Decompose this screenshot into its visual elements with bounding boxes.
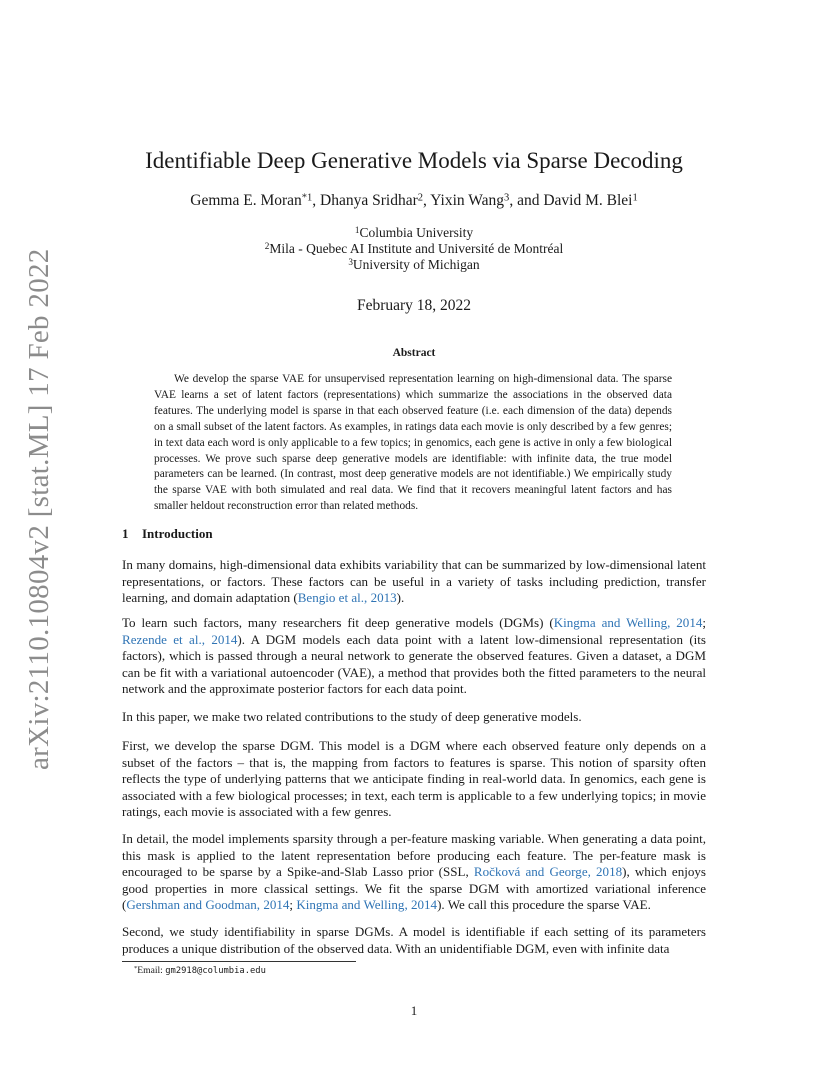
citation-link[interactable]: Kingma and Welling, 2014 xyxy=(296,897,438,913)
paragraph-text: In detail, the model implements sparsity through a per-feature masking variable. When generating a data point, this mask is applied to the latent representation before producing each feature. The per-feature mask is encouraged to be sparse by a Spike-and-Slab Lasso prior (SSL, xyxy=(122,831,706,880)
citation-authors: Gershman and Goodman xyxy=(126,897,257,913)
paragraph-text: In many domains, high-dimensional data exhibits variability that can be summarized by low-dimensional latent representations, or factors. These factors can be useful in a variety of tasks including prediction, transfer learning, and domain adaptation ( xyxy=(122,557,706,606)
paragraph-text: ). A DGM models each data point with a latent low-dimensional representation (its factors), which is passed through a neural network to generate the observed features. Given a dataset, a DGM can be fit with a variational autoencoder (VAE), a method that provides both the fitted parameters to the neural network and the approximate posterior factors for each data point. xyxy=(122,631,706,697)
citation-link[interactable]: Gershman and Goodman, 2014 xyxy=(126,897,290,913)
author-name: Gemma E. Moran xyxy=(190,192,302,209)
citation-authors: Rezende et al. xyxy=(122,631,202,647)
citation-link[interactable]: Kingma and Welling, 2014 xyxy=(553,615,703,630)
paragraph-text: ). We call this procedure the sparse VAE. xyxy=(437,897,651,913)
author-name: Yixin Wang xyxy=(430,192,505,209)
section-heading xyxy=(122,526,213,542)
abstract-text: We develop the sparse VAE for unsupervised representation learning on high-dimensional data. The sparse VAE learns a set of latent factors (representations) which summarize the associations in the observed data features. The underlying model is sparse in that each observed feature (i.e. each dimension of the data) depends on a small subset of the latent factors. As examples, in ratings data each movie is only described by a few genres; in text data each word is only applicable to a few topics; in genomics, each gene is active in only a few biological processes. We prove such sparse deep generative models are identifiable: with infinite data, the true model parameters can be learned. (In contrast, most deep generative models are not identifiable.) We empirically study the sparse VAE with both simulated and real data. We find that it recovers meaningful latent factors and has smaller heldout reconstruction error than related methods. xyxy=(154,373,672,513)
author-mark: *1 xyxy=(301,192,313,204)
affiliation-mark: 3 xyxy=(348,256,353,267)
citation-year: 2018 xyxy=(596,864,623,880)
citation-link[interactable]: Bengio et al., 2013 xyxy=(297,590,397,606)
author-name: Dhanya Sridhar xyxy=(320,192,418,209)
affiliation-name: Mila - Quebec AI Institute and Université de Montréal xyxy=(269,241,564,256)
paragraph xyxy=(122,924,706,957)
affiliation-mark: 1 xyxy=(354,224,360,235)
affiliation xyxy=(0,241,828,257)
author-name: David M. Blei xyxy=(543,192,633,209)
paragraph xyxy=(122,709,706,726)
affiliation xyxy=(0,225,828,241)
paragraph-text: To learn such factors, many researchers fit deep generative models (DGMs) ( xyxy=(122,615,554,630)
affiliation-mark: 2 xyxy=(264,240,270,251)
citation-authors: Bengio et al. xyxy=(297,590,365,606)
footnote-label: Email: xyxy=(137,965,166,976)
citation-year: 2014 xyxy=(676,615,703,630)
paragraph-text: ), which enjoys good properties in more classical settings. We fit the sparse DGM with amortized variational inference ( xyxy=(122,864,706,913)
citation-authors: Kingma and Welling xyxy=(296,897,405,913)
paragraph: In detail, the model implements sparsity through a per-feature masking variable. When generating a data point, this mask is applied to the latent representation before producing each feature. The per-feature mask is encouraged to be sparse by a Spike-and-Slab Lasso prior (SSL, Ročková and George, 2018), which enjoys good properties in more classical settings. We fit the sparse DGM with amortized variational inference (Gershman and Goodman, 2014; Kingma and Welling, 2014). We call this procedure the sparse VAE. xyxy=(122,831,706,913)
citation-year: 2014 xyxy=(211,631,238,647)
citation-year: 2013 xyxy=(370,590,397,606)
author-email[interactable]: gm2918@columbia.edu xyxy=(165,966,266,976)
author-separator: , and xyxy=(509,192,544,209)
paragraph-text: ). xyxy=(396,590,405,606)
affiliation xyxy=(0,257,828,273)
citation-year: 2014 xyxy=(263,897,290,913)
paragraph: To learn such factors, many researchers fit deep generative models (DGMs) (Kingma and Welling, 2014; Rezende et al., 2014). A DGM models each data point with a latent low-dimensional representation (its factors), which is passed through a neural network to generate the observed features. Given a dataset, a DGM can be fit with a variational autoencoder (VAE), a method that provides both the fitted parameters to the neural network and the approximate posterior factors for each data point. xyxy=(122,615,706,697)
author-mark: 3 xyxy=(504,192,510,204)
citation-link[interactable]: Ročková and George, 2018 xyxy=(473,864,623,880)
author-separator: , xyxy=(312,192,321,209)
affiliation-name: Columbia University xyxy=(359,225,474,240)
paragraph xyxy=(122,738,706,821)
arxiv-side-stamp: arXiv:2110.10804v2 [stat.ML] 17 Feb 2022 xyxy=(23,248,55,770)
affiliation-name: University of Michigan xyxy=(352,257,480,272)
footnote xyxy=(134,965,266,977)
paper-date: February 18, 2022 xyxy=(356,297,472,314)
paragraph-text: First, we develop the sparse DGM. This model is a DGM where each observed feature only depends on a subset of the factors – that is, the mapping from factors to features is sparse. This notion of sparsity often reflects the type of underlying patterns that we anticipate finding in real-world data. In genomics, each gene is associated with a few biological processes; in text, each term is applicable to a few underlying topics; in movie ratings, each movie is associated with a few genres. xyxy=(122,738,706,820)
citation-link[interactable]: Rezende et al., 2014 xyxy=(122,631,238,647)
citation-authors: Ročková and George xyxy=(473,864,588,880)
author-separator: , xyxy=(423,192,431,209)
paper-title: Identifiable Deep Generative Models via Sparse Decoding xyxy=(145,148,683,173)
paragraph xyxy=(122,557,706,607)
footnote-mark: * xyxy=(134,965,138,973)
citation-year: 2014 xyxy=(410,897,438,913)
section-number: 1 xyxy=(122,526,129,541)
footnote-divider xyxy=(122,961,356,962)
abstract-heading: Abstract xyxy=(392,347,436,359)
citation-authors: Kingma and Welling xyxy=(553,615,668,630)
paragraph-text: Second, we study identifiability in sparse DGMs. A model is identifiable if each setting of its parameters produces a unique distribution of the observed data. With an unidentifiable DGM, even with infinite data xyxy=(122,924,706,956)
paragraph-text: In this paper, we make two related contributions to the study of deep generative models. xyxy=(122,709,582,724)
section-title: Introduction xyxy=(142,526,213,541)
page-number: 1 xyxy=(410,1003,418,1018)
author-list xyxy=(0,191,828,211)
author-mark: 1 xyxy=(632,192,638,204)
author-mark: 2 xyxy=(417,192,424,204)
